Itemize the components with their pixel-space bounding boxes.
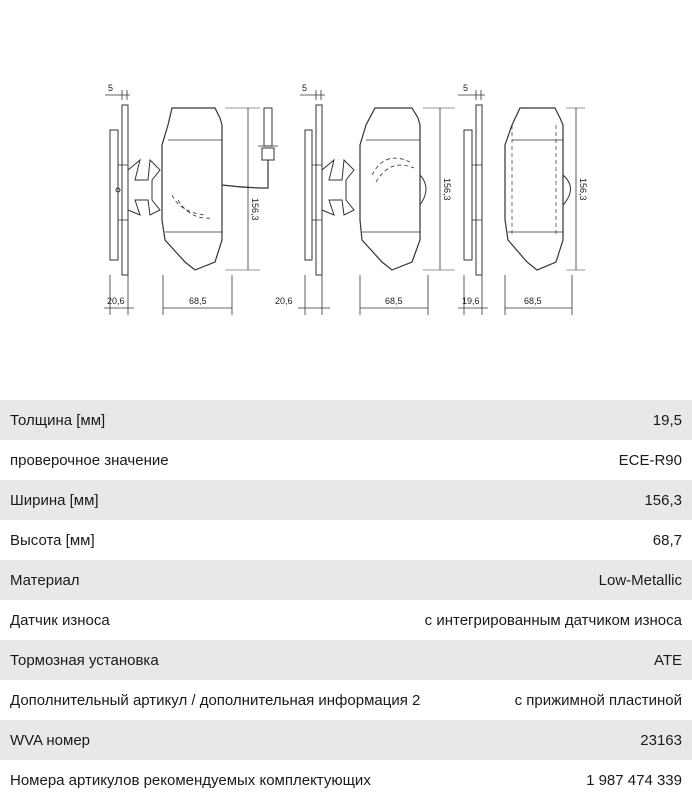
middle-pad-drawing [275,83,455,315]
middle-thickness-dim: 20,6 [275,296,293,306]
middle-height-dim: 156,3 [442,178,452,201]
middle-top-dim: 5 [302,83,308,93]
spec-label: Высота [мм] [10,531,95,549]
spec-row-wear-sensor [0,600,692,640]
right-pad-drawing [458,83,588,315]
right-width-dim: 68,5 [524,296,542,306]
spec-label: Материал [10,571,80,589]
left-width-dim: 68,5 [189,296,207,306]
spec-value: 1 987 474 339 [586,771,682,789]
spec-value: 156,3 [644,491,682,509]
spec-value: с интегрированным датчиком износа [424,611,682,629]
right-height-dim: 156,3 [578,178,588,201]
spec-row-additional-info [0,680,692,720]
left-top-dim: 5 [108,83,114,93]
spec-label: Номера артикулов рекомендуемых комплектующих [10,771,371,789]
spec-row-material [0,560,692,600]
spec-row-width [0,480,692,520]
spec-row-brake-system [0,640,692,680]
left-height-dim: 156,3 [250,198,260,221]
spec-label: Толщина [мм] [10,411,106,429]
spec-value: ATE [653,651,682,669]
spec-row-height [0,520,692,560]
spec-value: ECE-R90 [618,451,682,469]
spec-value: 68,7 [652,531,682,549]
spec-row-thickness [0,400,692,440]
left-pad-drawing [104,83,278,315]
spec-label: WVA номер [10,731,91,749]
spec-label: Дополнительный артикул / дополнительная информация 2 [10,691,421,709]
spec-value: 19,5 [652,411,682,429]
spec-value: 23163 [640,731,682,749]
specs-table [0,400,692,800]
spec-label: Датчик износа [10,611,110,629]
right-thickness-dim: 19,6 [462,296,480,306]
spec-label: проверочное значение [10,451,169,469]
middle-width-dim: 68,5 [385,296,403,306]
spec-value: Low-Metallic [598,571,682,589]
spec-value: с прижимной пластиной [514,691,682,709]
spec-row-wva-number [0,720,692,760]
right-top-dim: 5 [463,83,469,93]
spec-row-recommended-parts [0,760,692,800]
spec-label: Тормозная установка [10,651,159,669]
spec-label: Ширина [мм] [10,491,99,509]
spec-row-test-value [0,440,692,480]
left-thickness-dim: 20,6 [107,296,125,306]
